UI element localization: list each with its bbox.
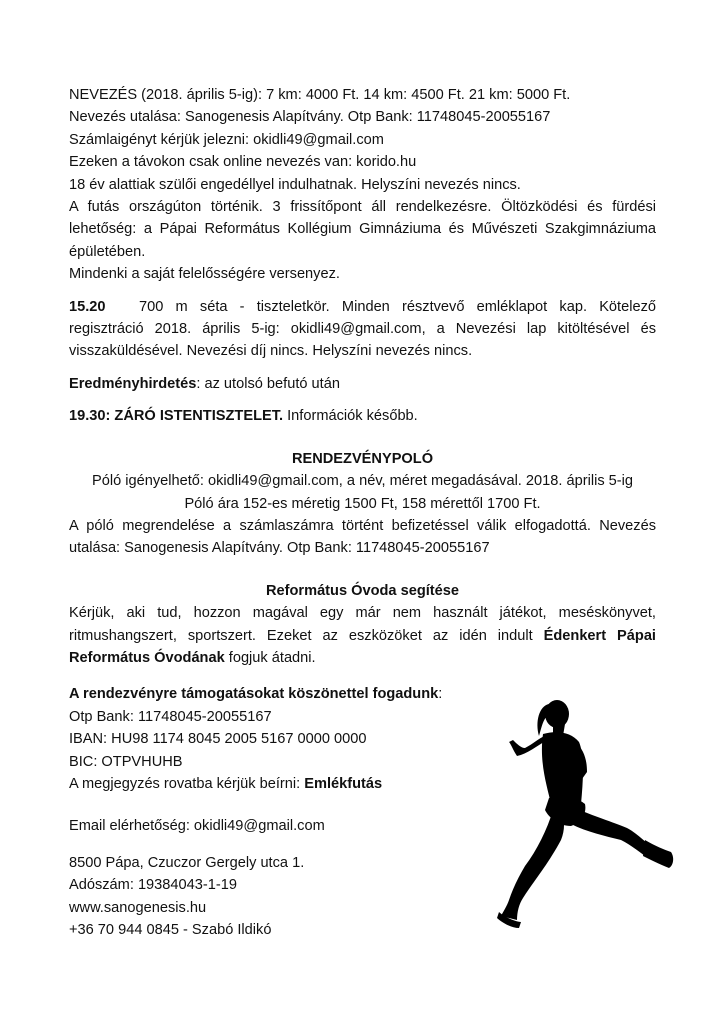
entry-fees-line: NEVEZÉS (2018. április 5-ig): 7 km: 4000 Ft. 14 km: 4500 Ft. 21 km: 5000 Ft.: [69, 87, 571, 103]
kindergarten-heading-text: Református Óvoda segítése: [265, 582, 460, 599]
entry-transfer-line: Nevezés utalása: Sanogenesis Alapítvány. Otp Bank: 11748045-20055167: [69, 109, 551, 126]
support-note-value: Emlékfutás: [304, 775, 383, 792]
walk-time: 15.20: [69, 298, 106, 315]
kindergarten-paragraph: [69, 602, 656, 669]
walk-paragraph: [69, 296, 656, 363]
under-18-line: 18 év alattiak szülői engedéllyel indulhatnak. Helyszíni nevezés nincs.: [69, 176, 521, 193]
kindergarten-text-end: fogjuk átadni.: [224, 649, 316, 666]
support-iban-line: IBAN: HU98 1174 8045 2005 5167 0000 0000: [69, 731, 367, 748]
shirt-heading: [69, 448, 656, 470]
kindergarten-section: [69, 580, 656, 670]
support-heading-colon: :: [438, 686, 443, 703]
shirt-payment-paragraph: A póló megrendelése a számlaszámra történt befizetéssel válik elfogadottá. Nevezés utalása: Sanogenesis Alapítvány. Otp Bank: 11748045-20055167: [69, 517, 656, 557]
contact-phone-line: +36 70 944 0845 - Szabó Ildikó: [69, 922, 272, 938]
closing-label: 19.30: ZÁRÓ ISTENTISZTELET.: [69, 408, 284, 425]
support-note-prefix: A megjegyzés rovatba kérjük beírni:: [69, 775, 305, 792]
shirt-order-line: Póló igényelhető: okidli49@gmail.com, a név, méret megadásával. 2018. április 5-ig: [91, 473, 634, 490]
road-paragraph: A futás országúton történik. 3 frissítőpont áll rendelkezésre. Öltözködési és fürdési lehetőség: a Pápai Református Kollégium Gimnáziuma és Művészeti Szakgimnáziuma épületében.: [69, 199, 656, 260]
entry-section: [69, 84, 656, 286]
online-entry-line: Ezeken a távokon csak online nevezés van: korido.hu: [69, 154, 417, 171]
results-line: [69, 373, 656, 395]
shirt-section: [69, 448, 656, 560]
walk-text: 700 m séta - tiszteletkör. Minden résztvevő emléklapot kap. Kötelező regisztráció 2018. április 5-ig: okidli49@gmail.com, a Nevezési lap kitöltésével és visszaküldésével. Nevezési díj nincs. Helyszíni nevezés nincs.: [69, 298, 656, 360]
support-heading-text: A rendezvényre támogatásokat köszönettel fogadunk: [69, 686, 439, 703]
results-text: : az utolsó befutó után: [196, 375, 340, 392]
contact-tax-line: Adószám: 19384043-1-19: [69, 877, 237, 894]
support-bic-line: BIC: OTPVHUHB: [69, 753, 183, 770]
contact-web-line: www.sanogenesis.hu: [69, 899, 207, 916]
contact-address-line: 8500 Pápa, Czuczor Gergely utca 1.: [69, 854, 305, 871]
shirt-price-line: Póló ára 152-es méretig 1500 Ft, 158 mérettől 1700 Ft.: [184, 495, 541, 512]
results-label: Eredményhirdetés: [69, 375, 197, 392]
kindergarten-text: Kérjük, aki tud, hozzon magával egy már nem használt játékot, meséskönyvet, ritmushangszert, sportszert. Ezeket az eszközöket az idén indult: [69, 605, 656, 644]
shirt-heading-text: RENDEZVÉNYPOLÓ: [291, 450, 434, 467]
contact-email-line: Email elérhetőség: okidli49@gmail.com: [69, 818, 325, 835]
closing-text: Információk később.: [283, 408, 418, 425]
responsibility-line: Mindenki a saját felelősségére versenyez.: [69, 266, 340, 283]
kindergarten-name: Édenkert Pápai Református Óvodának: [69, 627, 656, 666]
runner-silhouette-icon: [495, 690, 681, 930]
closing-line: [69, 405, 656, 427]
invoice-request-line: Számlaigényt kérjük jelezni: okidli49@gmail.com: [69, 131, 384, 148]
kindergarten-heading: [69, 580, 656, 602]
support-bank-line: Otp Bank: 11748045-20055167: [69, 708, 272, 725]
